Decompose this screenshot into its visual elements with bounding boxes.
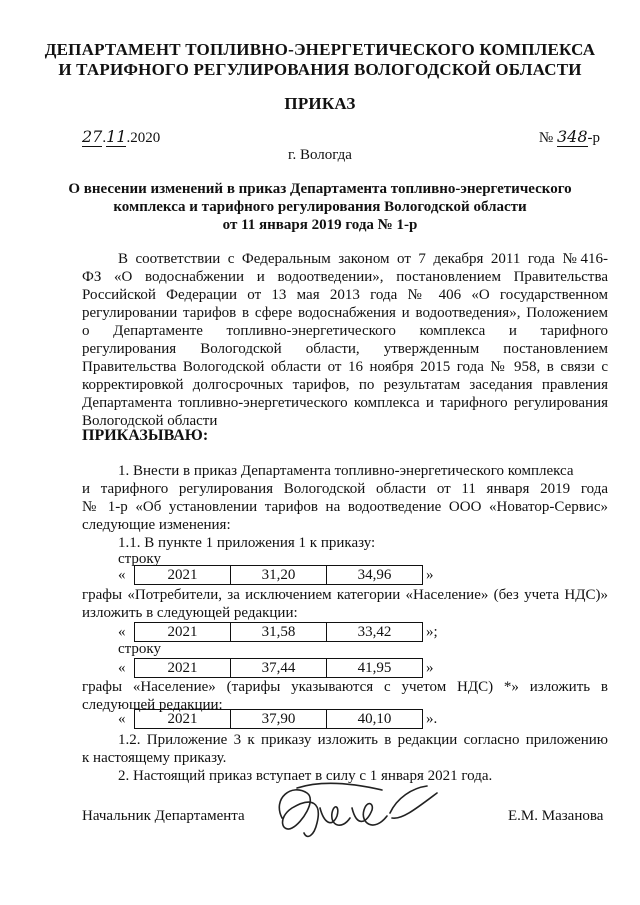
department-name-line2: И ТАРИФНОГО РЕГУЛИРОВАНИЯ ВОЛОГОДСКОЙ ОБЛАСТИ — [58, 60, 582, 79]
signature-position: Начальник Департамента — [82, 808, 245, 824]
cell-tariff-h1: 31,20 — [231, 566, 327, 585]
tariff-row-old-1 — [134, 565, 423, 585]
preamble-line: Департамента топливно-энергетического комплекса и тарифного регулирования — [82, 395, 608, 411]
preamble-line: Российской Федерации от 13 мая 2013 года № 406 «О государственном — [82, 287, 608, 303]
item-1 — [82, 462, 608, 534]
quote-close-semicolon: »; — [426, 624, 438, 640]
preamble-line: ФЗ «О водоснабжении и водоотведении», постановлением Правительства — [82, 269, 608, 285]
preamble-line: В соответствии с Федеральным законом от 7 декабря 2011 года №416- — [118, 251, 608, 267]
item-2: 2. Настоящий приказ вступает в силу с 1 января 2021 года. — [118, 768, 493, 784]
cell-year: 2021 — [135, 659, 231, 678]
preamble-line: корректировкой долгосрочных тарифов, по результатам заседания правления — [82, 377, 608, 393]
item-1-line: следующие изменения: — [82, 517, 231, 533]
cell-year: 2021 — [135, 566, 231, 585]
cell-tariff-h2: 40,10 — [327, 710, 423, 729]
row-label-2: строку — [118, 641, 161, 657]
graph-text-2: графы «Население» (тарифы указываются с учетом НДС) *» изложить в — [82, 679, 608, 695]
order-date: 27.11.2020 — [82, 127, 161, 146]
number-value: 348 — [556, 127, 588, 146]
cell-tariff-h1: 31,58 — [231, 623, 327, 642]
date-year: .2020 — [126, 130, 161, 146]
subject-line3: от 11 января 2019 года № 1-р — [222, 217, 418, 233]
preamble — [82, 250, 608, 430]
cell-tariff-h2: 34,96 — [327, 566, 423, 585]
number-sign: № — [538, 130, 554, 146]
document-type: ПРИКАЗ — [284, 94, 356, 113]
subject-line1: О внесении изменений в приказ Департамента топливно-энергетического — [68, 181, 572, 197]
edit-text-2: следующей редакции: — [82, 697, 223, 713]
cell-tariff-h2: 33,42 — [327, 623, 423, 642]
graph-text-1: графы «Потребители, за исключением категории «Население» (без учета НДС)» — [82, 587, 608, 603]
quote-open: « — [118, 624, 126, 640]
cell-tariff-h2: 41,95 — [327, 659, 423, 678]
number-suffix: -р — [587, 130, 600, 146]
signature-name: Е.М. Мазанова — [508, 808, 604, 824]
quote-open: « — [118, 711, 126, 727]
tariff-row-new-1 — [134, 622, 423, 642]
item-1-1: 1.1. В пункте 1 приложения 1 к приказу: — [118, 535, 376, 551]
cell-year: 2021 — [135, 623, 231, 642]
date-day: 27 — [82, 127, 103, 146]
item-1-line: 1. Внести в приказ Департамента топливно-энергетического комплекса — [118, 463, 574, 479]
date-month: 11 — [106, 127, 127, 146]
quote-open: « — [118, 660, 126, 676]
preamble-line: Правительства Вологодской области от 16 ноября 2015 года № 958, в связи с — [82, 359, 608, 375]
row-label-1: строку — [118, 551, 161, 567]
tariff-row-old-2 — [134, 658, 423, 678]
department-name-line1: ДЕПАРТАМЕНТ ТОПЛИВНО-ЭНЕРГЕТИЧЕСКОГО КОМПЛЕКСА — [44, 40, 596, 59]
order-word: ПРИКАЗЫВАЮ: — [82, 427, 209, 444]
preamble-line: регулирования Вологодской области, утвержденным постановлением — [82, 341, 608, 357]
preamble-line: Вологодской области — [82, 413, 218, 429]
cell-tariff-h1: 37,90 — [231, 710, 327, 729]
item-1-2-line1: 1.2. Приложение 3 к приказу изложить в редакции согласно приложению — [118, 732, 608, 748]
tariff-row-new-2 — [134, 709, 423, 729]
quote-close: » — [426, 567, 434, 583]
cell-tariff-h1: 37,44 — [231, 659, 327, 678]
preamble-line: регулировании тарифов в сфере водоснабжения и водоотведения», Положением — [82, 305, 608, 321]
city: г. Вологда — [288, 147, 352, 163]
item-1-2-line2: к настоящему приказу. — [82, 750, 227, 766]
signature-image — [262, 778, 442, 848]
preamble-line: о Департаменте топливно-энергетического комплекса и тарифного — [82, 323, 608, 339]
item-1-line: № 1-р «Об установлении тарифов на водоотведение ООО «Новатор-Сервис» — [82, 499, 608, 515]
quote-open: « — [118, 567, 126, 583]
edit-text-1: изложить в следующей редакции: — [82, 605, 298, 621]
quote-close-dot: ». — [426, 711, 438, 727]
item-1-line: и тарифного регулирования Вологодской области от 11 января 2019 года — [82, 481, 608, 497]
order-number — [539, 128, 600, 147]
quote-close: » — [426, 660, 434, 676]
cell-year: 2021 — [135, 710, 231, 729]
subject-line2: комплекса и тарифного регулирования Вологодской области — [113, 199, 527, 215]
